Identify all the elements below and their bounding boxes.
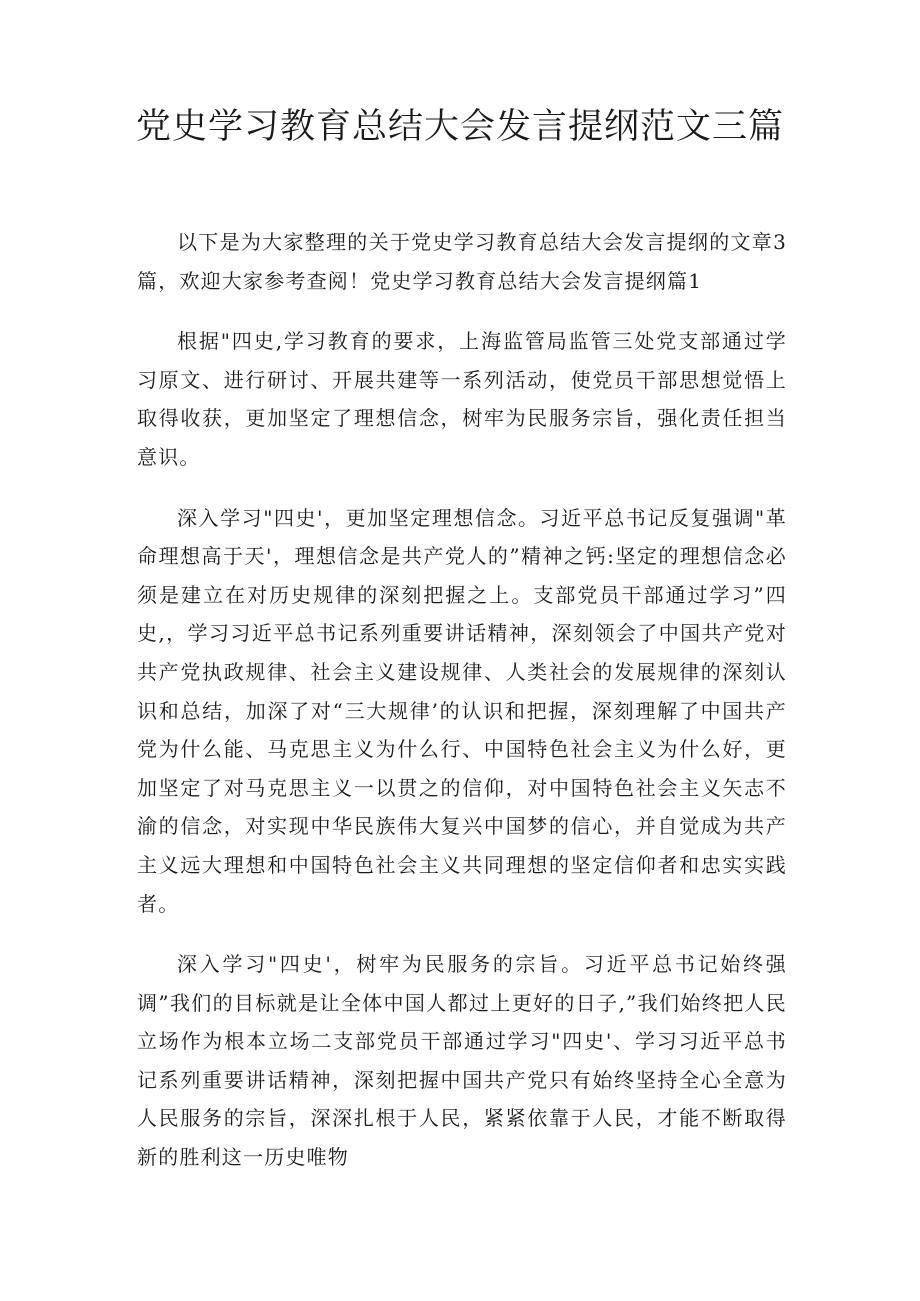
paragraph-intro: 以下是为大家整理的关于党史学习教育总结大会发言提纲的文章3篇，欢迎大家参考查阅！党史学习教育总结大会发言提纲篇1 <box>137 230 787 293</box>
document-body <box>137 223 787 1199</box>
document-title: 党史学习教育总结大会发言提纲范文三篇 <box>135 107 784 147</box>
paragraph-ideals: 深入学习"四史'，更加坚定理想信念。习近平总书记反复强调"革命理想高于天'，理想信念是共产党人的”精神之钙:坚定的理想信念必须是建立在对历史规律的深刻把握之上。支部党员干部通过学习”四史,，学习习近平总书记系列重要讲话精神，深刻领会了中国共产党对共产党执政规律、社会主义建设规律、人类社会的发展规律的深刻认识和总结，加深了对“三大规律’的认识和把握，深刻理解了中国共产党为什么能、马克思主义为什么行、中国特色社会主义为什么好，更加坚定了对马克思主义一以贯之的信仰，对中国特色社会主义矢志不渝的信念，对实现中华民族伟大复兴中国梦的信心，并自觉成为共产主义远大理想和中国特色社会主义共同理想的坚定信仰者和忠实实践者。 <box>137 505 787 916</box>
paragraph-service: 深入学习"四史'，树牢为民服务的宗旨。习近平总书记始终强调”我们的目标就是让全体中国人都过上更好的日子,”我们始终把人民立场作为根本立场二支部党员干部通过学习"四史'、学习习近平总书记系列重要讲话精神，深刻把握中国共产党只有始终坚持全心全意为人民服务的宗旨，深深扎根于人民，紧紧依靠于人民，才能不断取得新的胜利这一历史唯物 <box>137 952 787 1170</box>
paragraph-background: 根据"四史,学习教育的要求，上海监管局监管三处党支部通过学习原文、进行研讨、开展共建等一系列活动，使党员干部思想觉悟上取得收获，更加坚定了理想信念，树牢为民服务宗旨，强化责任担当意识。 <box>137 329 787 469</box>
